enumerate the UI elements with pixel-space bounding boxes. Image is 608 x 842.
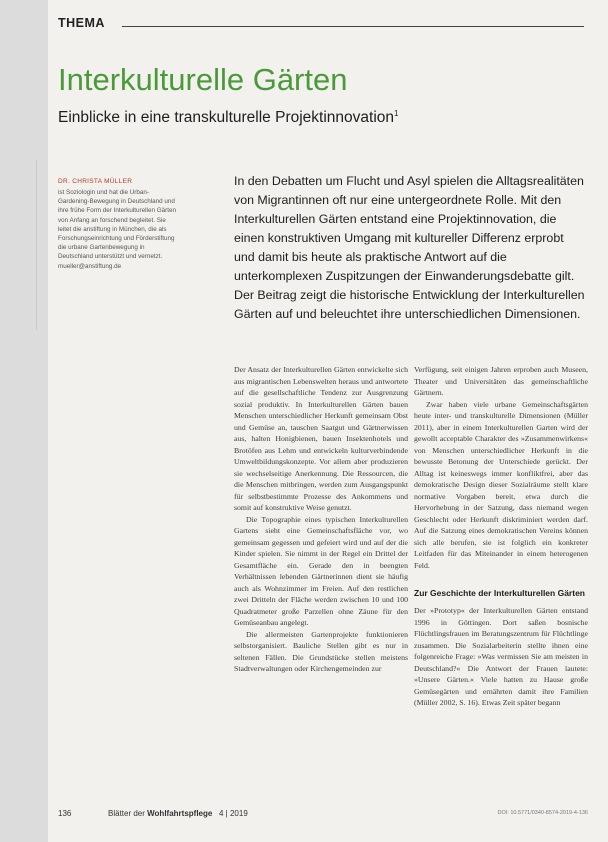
section-heading: Zur Geschichte der Interkulturellen Gärten [414, 588, 585, 598]
body-paragraph: Der »Prototyp« der Interkulturellen Gärten entstand 1996 in Göttingen. Dort saßen bosnische Flüchtlingsfrauen im Beratungszentrum für Flüchtlinge zusammen. Die Sozialarbeiterin stellte ihnen eine folgenreiche Frage: »Was vermissen Sie am meisten in Deutschland?« Die Antwort der Frauen lautete: »Unsere Gärten.« Viele hatten zu Hause große Gemüsegärten und ernährten damit ihre Familien (Müller 2002, S. 16). Etwas Zeit später begann [414, 606, 588, 707]
section-label: THEMA [58, 16, 105, 30]
body-column-1 [234, 364, 408, 675]
page-number: 136 [58, 809, 72, 818]
doi-reference: DOI: 10.5771/0340-8574-2019-4-136 [497, 810, 588, 816]
body-paragraph: Verfügung, seit einigen Jahren erproben auch Museen, Theater und Universitäten das gemeinschaftliche Gärtnern. [414, 365, 588, 397]
author-name: DR. CHRISTA MÜLLER [58, 178, 133, 185]
body-column-2 [414, 364, 588, 709]
body-paragraph: Zwar haben viele urbane Gemeinschaftsgärten heute inter- und transkulturelle Dimensionen (Müller 2011), aber in einem Interkulturellen Garten wird der gewollt acceptable Charakter des »Zusammenwirkens« von Menschen unterschiedlicher Herkunft in die bewusste Betonung der Unterschiede gerückt. Der Alltag ist keineswegs immer konfliktfrei, aber das demokratische Design dieser Sozialräume stellt klare normative Vorgaben bereit, etwa durch die Hervorhebung in der Satzung, dass niemand wegen Geschlecht oder Herkunft diskriminiert werden darf. Auf die Satzung eines demokratischen Vereins können sich alle berufen, sie ist folglich ein konkreter Leitfaden für das Miteinander in einem heterogenen Feld. [414, 399, 588, 570]
section-rule [122, 26, 584, 27]
lead-paragraph: In den Debatten um Flucht und Asyl spielen die Alltagsrealitäten von Migrantinnen oft nur eine untergeordnete Rolle. Mit den Interkulturellen Gärten entstand eine Projektinnovation, die einen konstruktiven Umgang mit kultureller Differenz erprobt und damit bis heute als praktische Antwort auf die unterkomplexen Zuspitzungen der Einwanderungsdebatte gilt. Der Beitrag zeigt die historische Entwicklung der Interkulturellen Gärten auf und beleuchtet ihre unterschiedlichen Dimensionen. [234, 174, 585, 321]
journal-issue: 4 | 2019 [219, 809, 248, 818]
author-divider-line [36, 160, 37, 330]
author-bio [58, 188, 180, 271]
article-subtitle [58, 109, 398, 127]
body-paragraph: Die Topographie eines typischen Interkulturellen Gartens sieht eine Gemeinschaftsfläche vor, wo gemeinsam gegessen und gefeiert wird und auf der die Kinder spielen. Sie nimmt in der Regel ein Drittel der Gesamtfläche ein. Gerade den in beengten Verhältnissen lebenden Gärtnerinnen dient sie häufig auch als Wohnzimmer im Freien. Auf den restlichen zwei Dritteln der Fläche werden zwischen 10 und 100 Quadratmeter große Parzellen ohne Zäune für den Gemüseanbau angelegt. [234, 514, 408, 627]
journal-name-bold: Wohlfahrtspflege [147, 809, 213, 818]
subtitle-text: Einblicke in eine transkulturelle Projektinnovation [58, 109, 395, 127]
journal-info [108, 809, 248, 818]
body-paragraph: Die allermeisten Gartenprojekte funktionieren selbstorganisiert. Bauliche Stellen gibt es nur in seltenen Fällen. Die Grundstücke stellen meistens Stadtverwaltungen oder Kirchengemeinden zur [234, 629, 408, 673]
body-paragraph: Der Ansatz der Interkulturellen Gärten entwickelte sich aus migrantischen Lebenswelten heraus und antwortete auf die gesellschaftliche Tendenz zur Ausgrenzung sozial produktiv. In Interkulturellen Gärten bauen Menschen unterschiedlicher Herkunft gemeinsam Obst und Gemüse an, tauschen Saatgut und Gärtnerwissen aus, halten Honigbienen, bauen Insektenhotels und Brotöfen aus Lehm und entwickeln kulturverbindende Umweltbildungskonzepte. Vor allem aber produzieren sie wechselseitige Anerkennung. Die Ressourcen, die die Menschen mitbringen, werden zum Ausgangspunkt für selbstbestimmte Prozesse des Ankommens und somit auf konstruktive Weise genutzt. [234, 365, 408, 512]
subtitle-footnote-marker: 1 [394, 109, 399, 118]
article-title: Interkulturelle Gärten [58, 62, 348, 97]
left-margin-strip [0, 0, 48, 842]
journal-name-prefix: Blätter der [108, 809, 148, 818]
author-email-link[interactable]: mueller@anstiftung.de [58, 262, 122, 270]
author-bio-text: ist Soziologin und hat die Urban-Gardening-Bewegung in Deutschland und ihre frühe Form der Interkulturellen Gärten von Anfang an forschend begleitet. Sie leitet die anstiftung in München, die als Forschungseinrichtung und Förderstiftung die urbane Gartenbewegung in Deutschland unterstützt und vernetzt. [58, 189, 176, 261]
